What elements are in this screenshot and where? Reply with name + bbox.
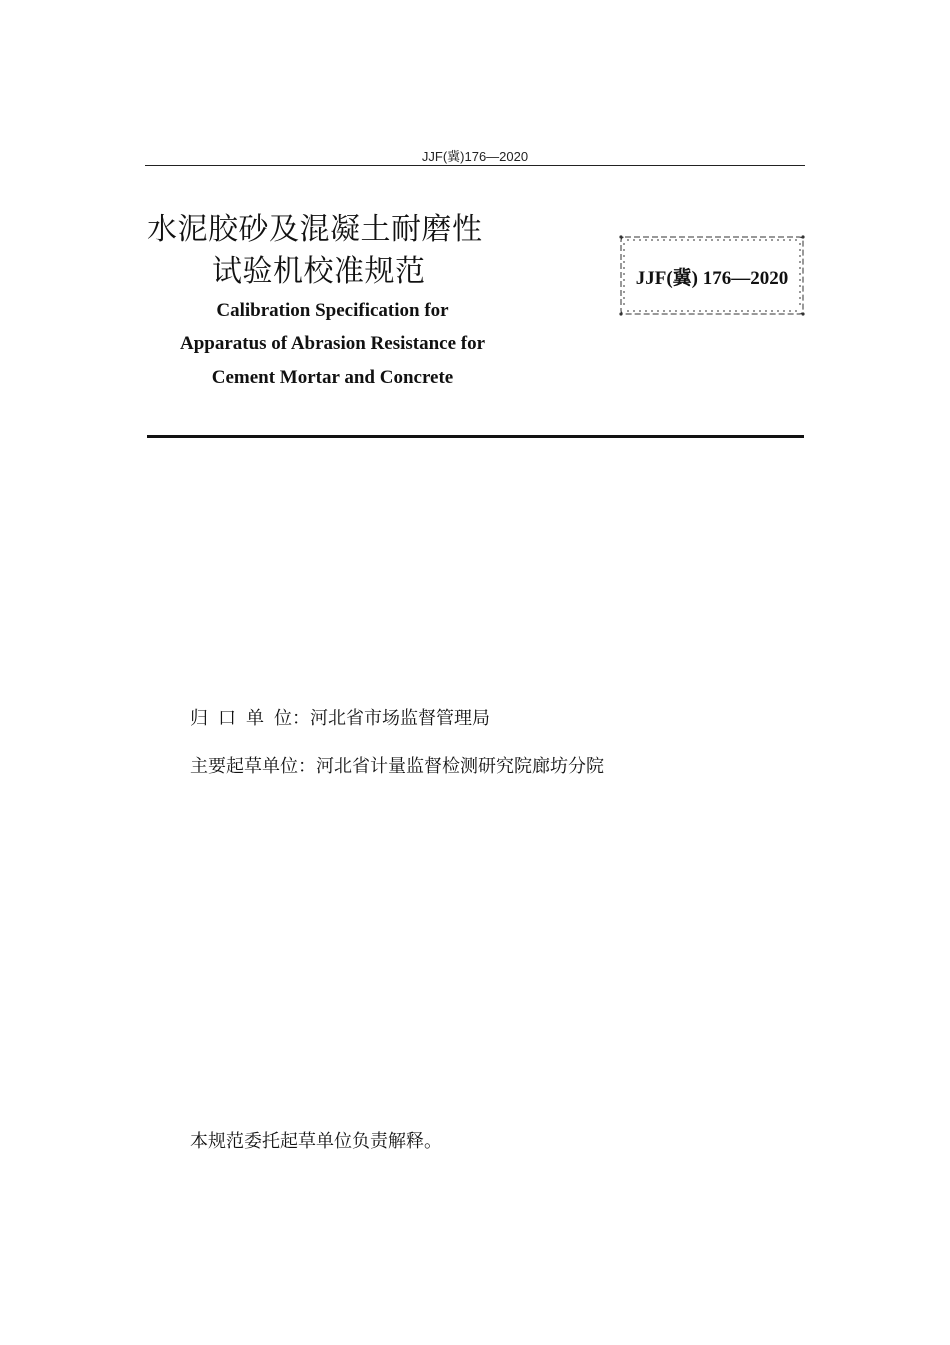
label-char: 口: [218, 708, 236, 729]
drafting-unit-value: 河北省计量监督检测研究院廊坊分院: [316, 756, 604, 777]
label-char: 位: [274, 708, 292, 729]
title-english-line-1: Calibration Specification for: [216, 300, 449, 321]
header-standard-code: JJF(冀)176—2020: [421, 149, 529, 164]
responsible-unit-colon: ：: [292, 708, 310, 729]
title-chinese-line-2: 试验机校准规范: [212, 254, 426, 289]
title-divider-rule: [147, 435, 804, 438]
title-english-line-2: Apparatus of Abrasion Resistance for: [179, 333, 486, 354]
standard-code-box-text: JJF(冀) 176—2020: [635, 268, 789, 289]
title-chinese-line-1: 水泥胶砂及混凝土耐磨性: [147, 212, 483, 247]
label-char: 归: [190, 708, 208, 729]
interpretation-note: 本规范委托起草单位负责解释。: [190, 1131, 442, 1152]
standard-code-box: [617, 233, 807, 318]
responsible-unit-row: [190, 706, 490, 732]
label-char: 单: [246, 708, 264, 729]
responsible-unit-value: 河北省市场监督管理局: [310, 708, 490, 729]
header-rule: [145, 165, 805, 166]
responsible-unit-label: [190, 708, 292, 729]
drafting-unit-label: 主要起草单位：: [190, 756, 316, 777]
drafting-unit-row: [190, 754, 604, 780]
title-english-line-3: Cement Mortar and Concrete: [211, 367, 454, 388]
